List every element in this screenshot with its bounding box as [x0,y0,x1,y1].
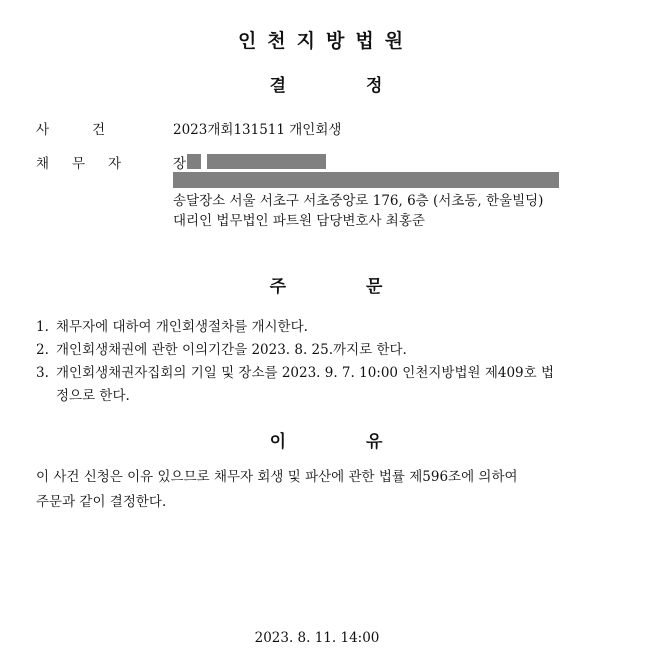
service-address: 송달장소 서울 서초구 서초중앙로 176, 6층 (서초동, 한울빌딩) [173,193,544,209]
case-number: 2023개회131511 개인회생 [173,122,342,138]
reason-text-line: 주문과 같이 결정한다. [36,494,167,510]
doc-type-char: 정 [366,76,383,96]
case-label: 사 건 [36,122,106,138]
order-item: 1. 채무자에 대하여 개인회생절차를 개시한다. [36,319,308,335]
decision-date: 2023. 8. 11. 14:00 [254,630,380,646]
order-item: 2. 개인회생채권에 관한 이의기간을 2023. 8. 25.까지로 한다. [36,342,407,358]
redaction-box [173,172,559,188]
reason-heading: 이 유 [269,432,383,452]
legal-representative: 대리인 법무법인 파트원 담당변호사 최홍준 [173,213,425,229]
debtor-name: 장 [173,156,187,172]
order-item: 3. 개인회생채권자집회의 기일 및 장소를 2023. 9. 7. 10:00 인천지방법원 제409호 법 [36,365,555,381]
doc-type-char: 결 [269,76,286,96]
order-item-continuation: 정으로 한다. [56,388,130,404]
reason-text-line: 이 사건 신청은 이유 있으므로 채무자 회생 및 파산에 관한 법률 제596조에 의하여 [36,469,518,485]
document-type-heading [0,71,652,96]
redaction-box [187,154,201,169]
court-name: 인천지방법원 [237,30,415,52]
debtor-label: 채 무 자 [36,156,122,172]
redaction-box [207,154,326,169]
order-heading: 주 문 [269,277,383,297]
